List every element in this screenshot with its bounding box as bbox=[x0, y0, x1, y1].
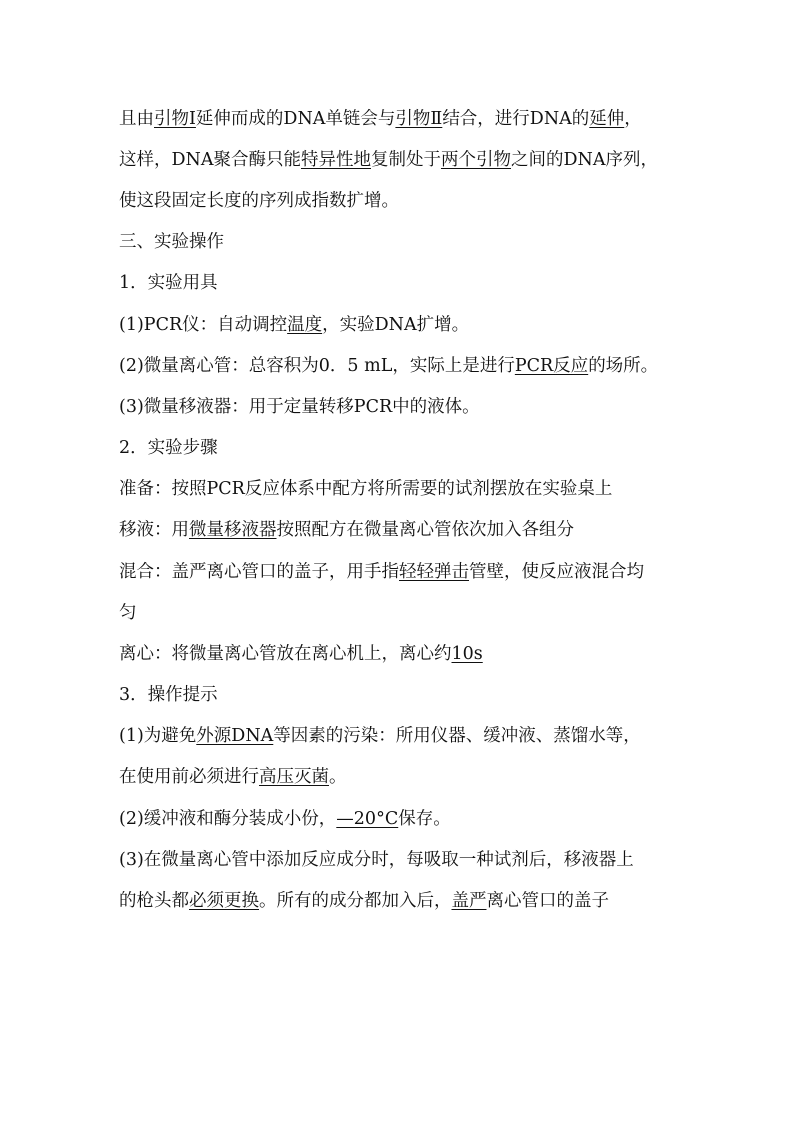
text-run: 。 bbox=[329, 767, 347, 787]
text-run: 移液：用 bbox=[119, 520, 189, 540]
text-line-3 bbox=[119, 186, 689, 216]
underlined-key-term: PCR反应 bbox=[514, 356, 589, 376]
text-run: 离心：将微量离心管放在离心机上，离心约 bbox=[119, 644, 452, 664]
text-run: (2)微量离心管：总容积为0．5 mL，实际上是进行 bbox=[119, 356, 515, 376]
underlined-key-term: —20°C bbox=[336, 809, 399, 829]
text-run: (2)缓冲液和酶分装成小份， bbox=[119, 809, 337, 829]
text-line-tip-3-cont bbox=[119, 886, 689, 916]
text-run: 且由 bbox=[119, 109, 154, 129]
underlined-key-term: 引物Ⅱ bbox=[395, 109, 443, 129]
underlined-key-term: 必须更换 bbox=[189, 891, 259, 911]
text-run: 的场所。 bbox=[588, 356, 659, 376]
text-run: 3．操作提示 bbox=[119, 685, 218, 705]
underlined-key-term: 高压灭菌 bbox=[259, 767, 329, 787]
text-run: ， bbox=[624, 109, 642, 129]
text-run: (1)PCR仪：自动调控 bbox=[119, 315, 288, 335]
underlined-key-term: 微量移液器 bbox=[189, 520, 277, 540]
text-run: (3)在微量离心管中添加反应成分时，每吸取一种试剂后，移液器上 bbox=[119, 850, 634, 870]
text-run: 匀 bbox=[119, 603, 137, 623]
subheading-operation-tips bbox=[119, 680, 689, 710]
subheading-experiment-tools bbox=[119, 268, 689, 298]
text-line-mixing-cont bbox=[119, 598, 689, 628]
text-run: 之间的DNA序列， bbox=[510, 150, 658, 170]
underlined-key-term: 引物Ⅰ bbox=[154, 109, 196, 129]
text-run: 等因素的污染：所用仪器、缓冲液、蒸馏水等， bbox=[273, 726, 641, 746]
text-run: 使这段固定长度的序列成指数扩增。 bbox=[119, 191, 399, 211]
text-run: 的枪头都 bbox=[119, 891, 189, 911]
text-line-centrifuge bbox=[119, 639, 689, 669]
text-line-microcentrifuge-tube bbox=[119, 351, 689, 381]
text-line-pipetting bbox=[119, 515, 689, 545]
text-run: 1．实验用具 bbox=[119, 273, 218, 293]
text-run: 这样，DNA聚合酶只能 bbox=[119, 150, 301, 170]
underlined-key-term: 两个引物 bbox=[440, 150, 511, 170]
text-run: 保存。 bbox=[398, 809, 451, 829]
text-run: 在使用前必须进行 bbox=[119, 767, 259, 787]
text-run: 结合，进行DNA的 bbox=[442, 109, 590, 129]
text-line-2 bbox=[119, 145, 689, 175]
text-run: 2．实验步骤 bbox=[119, 438, 218, 458]
text-line-tip-3 bbox=[119, 845, 689, 875]
underlined-key-term: 10s bbox=[451, 644, 483, 664]
text-run: 复制处于 bbox=[370, 150, 441, 170]
text-line-mixing bbox=[119, 557, 689, 587]
text-line-tip-2 bbox=[119, 804, 689, 834]
text-line-tip-1-cont bbox=[119, 762, 689, 792]
text-run: 准备：按照PCR反应体系中配方将所需要的试剂摆放在实验桌上 bbox=[119, 479, 613, 499]
text-run: (1)为避免 bbox=[119, 726, 197, 746]
text-run: 。所有的成分都加入后， bbox=[259, 891, 452, 911]
text-run: 离心管口的盖子 bbox=[486, 891, 609, 911]
text-run: (3)微量移液器：用于定量转移PCR中的液体。 bbox=[119, 397, 480, 417]
underlined-key-term: 延伸 bbox=[589, 109, 625, 129]
underlined-key-term: 盖严 bbox=[451, 891, 487, 911]
text-line-micropipette bbox=[119, 392, 689, 422]
text-run: 三、实验操作 bbox=[119, 232, 224, 252]
text-run: 延伸而成的DNA单链会与 bbox=[195, 109, 396, 129]
text-run: 按照配方在微量离心管依次加入各组分 bbox=[276, 520, 574, 540]
text-line-pcr-instrument bbox=[119, 310, 689, 340]
text-line-prepare bbox=[119, 474, 689, 504]
section-heading-experiment-operation bbox=[119, 227, 689, 257]
text-line-tip-1 bbox=[119, 721, 689, 751]
text-line-1 bbox=[119, 104, 689, 134]
text-run: ，实验DNA扩增。 bbox=[322, 315, 470, 335]
subheading-experiment-steps bbox=[119, 433, 689, 463]
underlined-key-term: 外源DNA bbox=[196, 726, 274, 746]
underlined-key-term: 轻轻弹击 bbox=[399, 562, 469, 582]
underlined-key-term: 特异性地 bbox=[300, 150, 371, 170]
text-run: 混合：盖严离心管口的盖子，用手指 bbox=[119, 562, 399, 582]
text-run: 管壁，使反应液混合均 bbox=[469, 562, 644, 582]
underlined-key-term: 温度 bbox=[287, 315, 323, 335]
